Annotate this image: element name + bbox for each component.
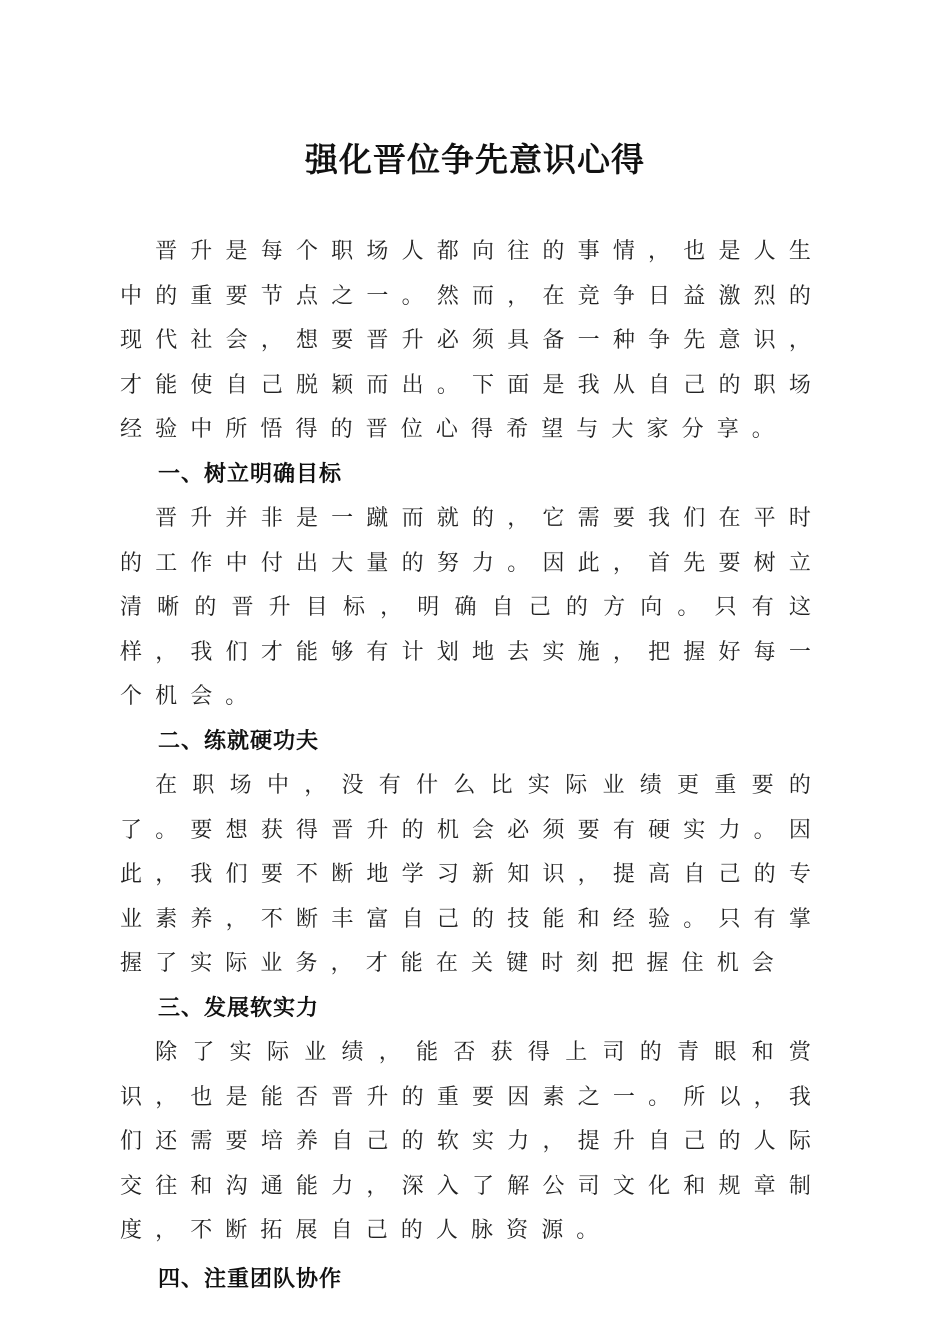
- section-paragraph-1: 晋升并非是一蹴而就的，它需要我们在平时的工作中付出大量的努力。因此，首先要树立清晰的晋升目标，明确自己的方向。只有这样，我们才能够有计划地去实施，把握好每一个机会。: [120, 506, 824, 709]
- section-paragraph-2: 在职场中，没有什么比实际业绩更重要的了。要想获得晋升的机会必须要有硬实力。因此，我们要不断地学习新知识，提高自己的专业素养，不断丰富自己的技能和经验。只有掌握了实际业务，才能在关键时刻把握住机会: [120, 773, 824, 976]
- document-title: 强化晋位争先意识心得: [305, 140, 645, 179]
- section-paragraph-3: 除了实际业绩，能否获得上司的青眼和赏识，也是能否晋升的重要因素之一。所以，我们还需要培养自己的软实力，提升自己的人际交往和沟通能力，深入了解公司文化和规章制度，不断拓展自己的人脉资源。: [120, 1040, 824, 1243]
- section-heading-1: 一、树立明确目标: [158, 461, 343, 487]
- section-heading-3: 三、发展软实力: [158, 995, 320, 1021]
- intro-paragraph: 晋升是每个职场人都向往的事情，也是人生中的重要节点之一。然而，在竞争日益激烈的现代社会，想要晋升必须具备一种争先意识，才能使自己脱颖而出。下面是我从自己的职场经验中所悟得的晋位心得希望与大家分享。: [120, 239, 824, 442]
- section-heading-2: 二、练就硬功夫: [158, 728, 320, 754]
- document-body: [120, 230, 824, 1302]
- section-heading-4: 四、注重团队协作: [158, 1266, 343, 1292]
